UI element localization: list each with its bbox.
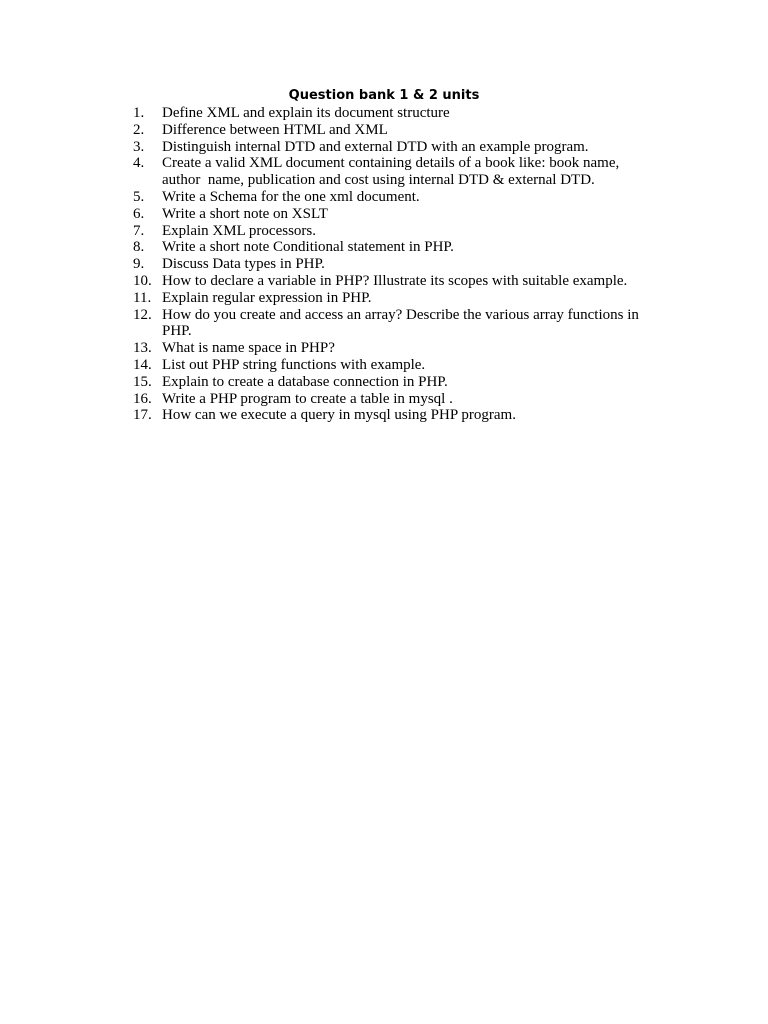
list-item <box>133 155 653 189</box>
question-number: 17. <box>133 407 152 424</box>
question-number: 6. <box>133 205 145 222</box>
question-text: How can we execute a query in mysql using PHP program. <box>162 407 516 424</box>
list-item <box>133 290 653 307</box>
list-item <box>133 105 653 122</box>
list-item <box>133 340 653 357</box>
question-number: 3. <box>133 138 145 155</box>
question-number: 10. <box>133 272 152 289</box>
list-item <box>133 357 653 374</box>
page-title: Question bank 1 & 2 units <box>288 88 480 103</box>
list-item <box>133 374 653 391</box>
question-number: 13. <box>133 340 152 357</box>
question-number: 14. <box>133 356 152 373</box>
question-number: 2. <box>133 121 145 138</box>
question-text: List out PHP string functions with example. <box>162 356 426 373</box>
list-item <box>133 391 653 408</box>
list-item <box>133 122 653 139</box>
question-text: What is name space in PHP? <box>162 340 335 357</box>
question-number: 8. <box>133 239 145 256</box>
question-list <box>133 105 653 424</box>
question-text: Write a short note Conditional statement in PHP. <box>162 239 454 256</box>
question-text: How do you create and access an array? Describe the various array functions in PHP. <box>162 306 643 340</box>
question-text: How to declare a variable in PHP? Illustrate its scopes with suitable example. <box>162 272 628 289</box>
list-item <box>133 407 653 424</box>
question-number: 4. <box>133 155 145 172</box>
question-text: Explain to create a database connection in PHP. <box>162 373 448 390</box>
question-text: Write a PHP program to create a table in mysql . <box>162 390 453 407</box>
question-text: Explain regular expression in PHP. <box>162 289 372 306</box>
list-item <box>133 239 653 256</box>
question-text: Difference between HTML and XML <box>162 121 388 138</box>
question-number: 7. <box>133 222 145 239</box>
question-number: 5. <box>133 188 145 205</box>
question-text: Distinguish internal DTD and external DTD with an example program. <box>162 138 589 155</box>
question-number: 16. <box>133 390 152 407</box>
list-item <box>133 139 653 156</box>
list-item <box>133 206 653 223</box>
list-item <box>133 273 653 290</box>
question-text: Write a Schema for the one xml document. <box>162 188 420 205</box>
question-number: 12. <box>133 306 152 323</box>
list-item <box>133 307 653 341</box>
question-text: Define XML and explain its document structure <box>162 105 450 121</box>
question-text: Explain XML processors. <box>162 222 316 239</box>
question-text: Write a short note on XSLT <box>162 205 328 222</box>
question-number: 15. <box>133 373 152 390</box>
list-item <box>133 189 653 206</box>
question-text: Create a valid XML document containing details of a book like: book name, author name, publication and cost using internal DTD & external DTD. <box>162 155 623 189</box>
question-number: 11. <box>133 289 152 306</box>
list-item <box>133 256 653 273</box>
question-number: 1. <box>133 105 145 121</box>
list-item <box>133 223 653 240</box>
question-text: Discuss Data types in PHP. <box>162 256 325 273</box>
question-number: 9. <box>133 256 145 273</box>
